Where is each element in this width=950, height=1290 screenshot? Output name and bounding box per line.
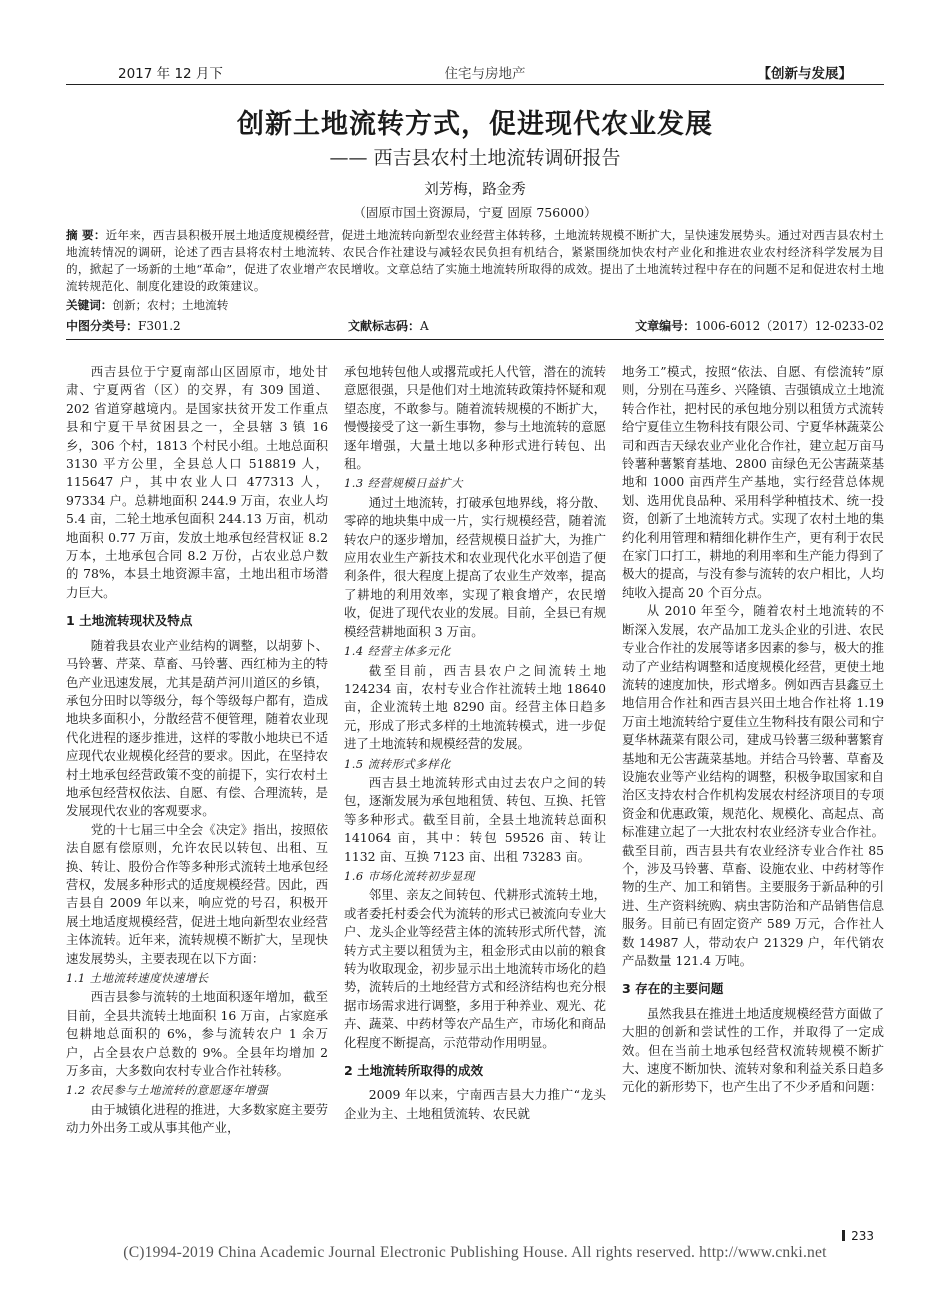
- paragraph: 地务工”模式，按照“依法、自愿、有偿流转”原则，分别在马莲乡、兴隆镇、吉强镇成立土地流转合作社，把村民的承包地分别以租赁方式流转给宁夏佳立生物科技有限公司、宁夏华林蔬菜公司和西吉天绿农业产业化合作社，建立起万亩马铃薯种薯繁育基地、2800 亩绿色无公害蔬菜基地和 1000 亩西芹生产基地，实行经营总体规划、选用优良品种、采用科学种植技术、统一投资，创新了土地流转方式。实现了农村土地的集约化利用管理和精细化耕作生产，更有利于农民在家门口打工，耕地的利用率和生产能力得到了极大的提高，与没有参与流转的农户相比，人均纯收入提高 20 个百分点。: [622, 364, 884, 600]
- journal-name: 住宅与房地产: [444, 66, 526, 82]
- body-column-3: [622, 363, 884, 1097]
- section-heading: 1 土地流转现状及特点: [66, 613, 193, 629]
- doc-value: A: [420, 319, 429, 333]
- article-label: 文章编号：: [635, 319, 696, 333]
- paragraph: 通过土地流转，打破承包地界线，将分散、零碎的地块集中成一片，实行规模经营，随着流转农户的逐步增加，经营规模日益扩大，为推广应用农业生产新技术和农业现代化水平创造了便利条件，很大程度上提高了农业生产效率，提高了耕地的利用效率，实现了粮食增产，农民增收，促进了现代农业的发展。目前，全县已有规模经营耕地面积 3 万亩。: [344, 494, 606, 639]
- article-subtitle: —— 西吉县农村土地流转调研报告: [329, 147, 621, 169]
- running-header: [118, 60, 852, 82]
- page-number-text: 233: [851, 1229, 874, 1243]
- section-heading: 3 存在的主要问题: [622, 981, 724, 997]
- clc-label: 中图分类号：: [66, 319, 139, 333]
- issue-date: 2017 年 12 月下: [118, 66, 223, 82]
- abstract-text: 近年来，西吉县积极开展土地适度规模经营，促进土地流转向新型农业经营主体转移，土地流转规模不断扩大，呈快速发展势头。通过对西吉县农村土地流转情况的调研，论述了西吉县将农村土地流转、农民合作社建设与减轻农民负担有机结合，紧紧围绕加快农村产业化和推进农业农村经济科学发展为目的，掀起了一场新的土地“革命”，促进了农业增产农民增收。文章总结了实施土地流转所取得的成效。提出了土地流转过程中存在的问题不足和促进农村土地流转规范化、制度化建设的政策建议。: [66, 228, 884, 293]
- abstract: [66, 227, 884, 295]
- paragraph: 西吉县参与流转的土地面积逐年增加，截至目前，全县共流转土地面积 16 万亩，占家庭承包耕地总面积的 6%，参与流转农户 1 余万户，占全县农户总数的 9%。全县年均增加 2 万多亩，大多数向农村专业合作社转移。: [66, 989, 328, 1079]
- document-code: [348, 317, 429, 334]
- clc-value: F301.2: [138, 319, 181, 333]
- page-number: [842, 1229, 874, 1243]
- subsection-heading: 1.4 经营主体多元化: [344, 644, 451, 659]
- paragraph: 从 2010 年至今，随着农村土地流转的不断深入发展，农产品加工龙头企业的引进、农民专业合作社的发展等诸多因素的参与，极大的推动了产业结构调整和适度规模化经营，更使土地流转的速度加快，形式增多。例如西吉县鑫豆土地信用合作社和西吉县兴田土地合作社将 1.19 万亩土地流转给宁夏佳立生物科技有限公司和宁夏华林蔬菜有限公司，建成马铃薯三级种薯繁育基地和无公害蔬菜基地。并结合马铃薯、草畜及设施农业等产业结构的调整，积极争取国家和自治区支持农村合作机构发展农村经济项目的专项资金和优惠政策，规范化、规模化、高起点、高标准建立起了一大批农村农业经济专业合作社。截至目前，西吉县共有农业经济专业合作社 85 个，涉及马铃薯、草畜、设施农业、中药材等作物的生产、加工和销售。主要服务于新品种的引进、生产资料统购、病虫害防治和产品销售信息服务。目前已有固定资产 589 万元，合作社人数 14987 人，带动农户 21329 户，年代销农产品数量 121.4 万吨。: [622, 603, 884, 968]
- article-number: [635, 317, 884, 334]
- article-value: 1006-6012（2017）12-0233-02: [695, 319, 884, 333]
- subsection-heading: 1.3 经营规模日益扩大: [344, 476, 463, 491]
- article-metadata: [66, 317, 884, 335]
- section-heading: 2 土地流转所取得的成效: [344, 1063, 484, 1079]
- paragraph: 邻里、亲友之间转包、代耕形式流转土地，或者委托村委会代为流转的形式已被流向专业大户、龙头企业等经营主体的流转形式所代替，流转方式主要以租赁为主，租金形式由以前的粮食转为收取现金，初步显示出土地流转市场化的趋势，流转后的土地经营方式和经济结构也充分根据市场需求进行调整，多用于种养业、观光、花卉、蔬菜、中药材等农产品生产，市场化和商品化程度不断提高，示范带动作用明显。: [344, 887, 606, 1050]
- paragraph: 西吉县土地流转形式由过去农户之间的转包，逐渐发展为承包地租赁、转包、互换、托管等多种形式。截至目前，全县土地流转总面积 141064 亩，其中：转包 59526 亩、转让 1132 亩、互换 7123 亩、出租 73283 亩。: [344, 774, 606, 864]
- header-rule: [66, 84, 884, 85]
- subsection-heading: 1.6 市场化流转初步显现: [344, 868, 475, 883]
- paragraph: 截至目前，西吉县农户之间流转土地 124234 亩，农村专业合作社流转土地 18640 亩，企业流转土地 8290 亩。经营主体日趋多元，形成了形式多样的土地流转模式，进一步促进了土地流转和规模经营的发展。: [344, 662, 606, 752]
- paragraph: 2009 年以来，宁南西吉县大力推广“龙头企业为主、土地租赁流转、农民就: [344, 1087, 606, 1121]
- keywords-text: 创新；农村；土地流转: [112, 298, 229, 312]
- paragraph: 随着我县农业产业结构的调整，以胡萝卜、马铃薯、芹菜、草畜、马铃薯、西红柿为主的特色产业迅速发展，尤其是葫芦河川道区的乡镇，承包分田时以等级分，每个等级每户都有，造成地块多面积小，分散经营不便管理，随着农业现代化进程的逐步推进，这样的零散小地块已不适应现代农业规模化经营的要求。因此，在坚持农村土地承包经营政策不变的前提下，实行农村土地承包经营权依法、自愿、有偿、合理流转，是发展现代农业的客观要求。: [66, 637, 328, 819]
- keywords-label: 关键词：: [66, 298, 113, 312]
- clc-number: [66, 317, 181, 334]
- doc-label: 文献标志码：: [348, 319, 421, 333]
- author-affiliation: （固原市国土资源局，宁夏 固原 756000）: [353, 205, 597, 220]
- paragraph: 由于城镇化进程的推进，大多数家庭主要劳动力外出务工或从事其他产业，: [66, 1101, 328, 1136]
- abstract-label: 摘 要：: [66, 228, 106, 242]
- meta-rule: [66, 339, 884, 340]
- article-title: 创新土地流转方式，促进现代农业发展: [237, 109, 713, 140]
- body-column-1: [66, 363, 328, 1138]
- author-names: 刘芳梅，路金秀: [424, 182, 526, 198]
- copyright-line: (C)1994-2019 China Academic Journal Electronic Publishing House. All rights reserved. http://www.cnki.net: [123, 1244, 827, 1261]
- subsection-heading: 1.2 农民参与土地流转的意愿逐年增强: [66, 1083, 269, 1098]
- section-name: 【创新与发展】: [757, 66, 852, 82]
- paragraph: 虽然我县在推进土地适度规模经营方面做了大胆的创新和尝试性的工作，并取得了一定成效。但在当前土地承包经营权流转规模不断扩大、速度不断加快、流转对象和利益关系日趋多元化的新形势下，也产生出了不少矛盾和问题：: [622, 1005, 884, 1095]
- body-column-2: [344, 363, 606, 1123]
- keywords: [66, 297, 884, 313]
- page-marker-bar: [842, 1230, 845, 1241]
- subsection-heading: 1.1 土地流转速度快速增长: [66, 971, 209, 985]
- paragraph: 党的十七届三中全会《决定》指出，按照依法自愿有偿原则，允许农民以转包、出租、互换、转让、股份合作等多种形式流转土地承包经营权，发展多种形式的适度规模经营。因此，西吉县自 2009 年以来，响应党的号召，积极开展土地适度规模经营，促进土地向新型农业经营主体流转。近年来，流转规模不断扩大，呈现快速发展势头，主要表现在以下方面：: [66, 821, 328, 966]
- subsection-heading: 1.5 流转形式多样化: [344, 756, 451, 771]
- paragraph: 西吉县位于宁夏南部山区固原市，地处甘肃、宁夏两省（区）的交界，有 309 国道、202 省道穿越境内。是国家扶贫开发工作重点县和宁夏干旱贫困县之一，全县辖 3 镇 16 乡，306 个村，1813 个村民小组。土地总面积 3130 平方公里，全县总人口 518819 人，115647 户，其中农业人口 477313 人，97334 户。总耕地面积 244.9 万亩，农业人均 5.4 亩，二轮土地承包面积 244.13 万亩，机动地面积 0.77 万亩，发放土地承包经营权证 8.2 万本，土地承包合同 8.2 万份，占农业总户数的 78%，本县土地资源丰富，土地出租市场潜力巨大。: [66, 364, 328, 600]
- paragraph: 承包地转包他人或撂荒或托人代管，潜在的流转意愿很强，只是他们对土地流转政策持怀疑和观望态度，不敢参与。随着流转规模的不断扩大，慢慢接受了这一新生事物，参与土地流转的意愿逐年增强，大量土地以多种形式进行转包、出租。: [344, 364, 606, 472]
